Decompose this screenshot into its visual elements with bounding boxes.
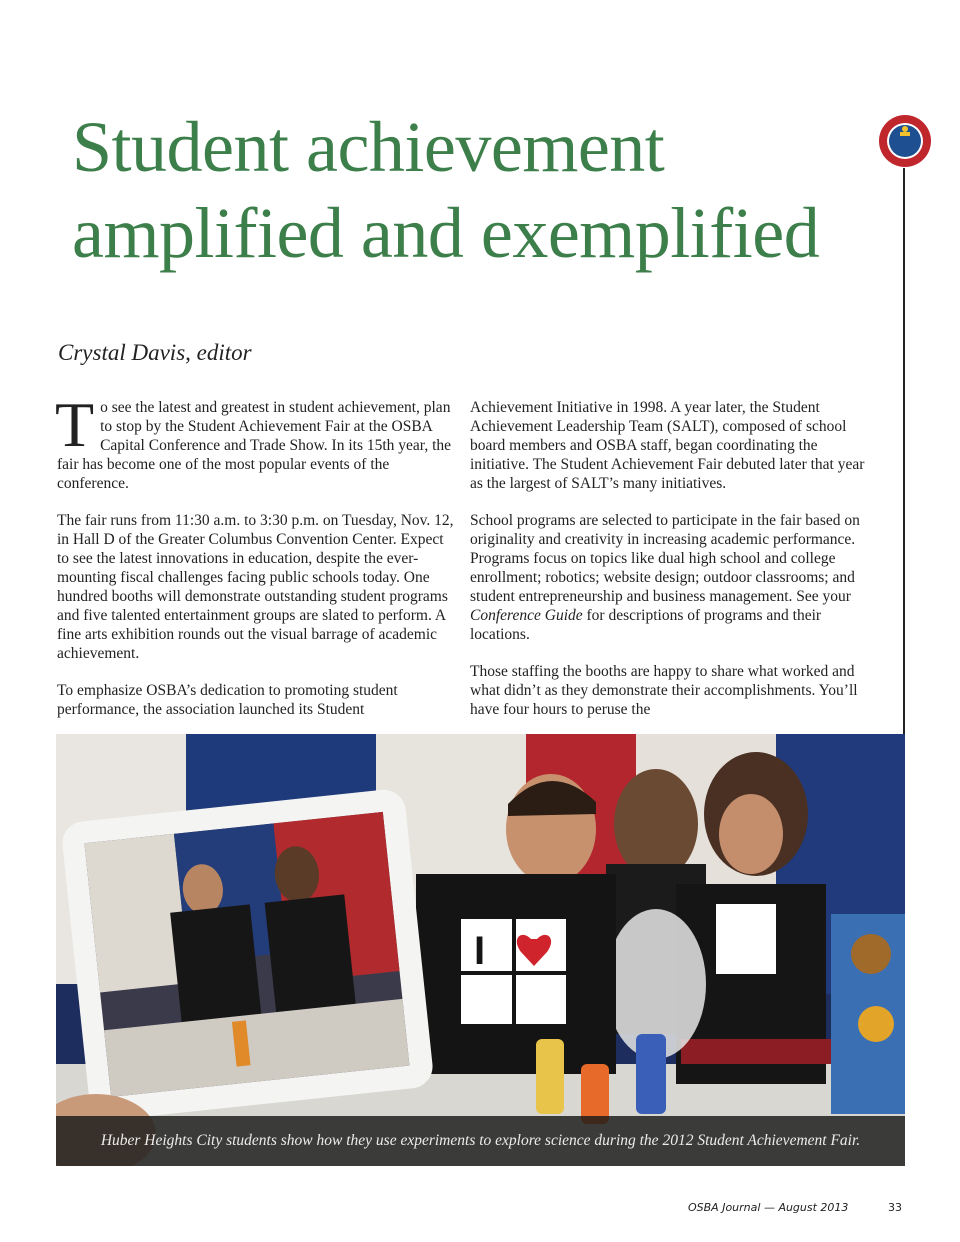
- page-number: 33: [888, 1201, 902, 1214]
- article-title: [72, 104, 819, 276]
- drop-cap: T: [55, 389, 95, 460]
- paragraph-text: o see the latest and greatest in student achievement, plan to stop by the Student Achievement Fair at the OSBA Capital Conference and Trade Show. In its 15th year, the fair has become one of the most popular events of the conference.: [57, 399, 452, 492]
- paragraph: [470, 511, 878, 644]
- title-line-1: Student achievement: [72, 107, 665, 187]
- title-line-2: amplified and exemplified: [72, 193, 820, 273]
- paragraph: Achievement Initiative in 1998. A year later, the Student Achievement Leadership Team (SALT), composed of school board members and OSBA staff, began coordinating the initiative. The Student Achievement Fair debuted later that year as the largest of SALT’s many initiatives.: [470, 399, 865, 492]
- paragraph-text: School programs are selected to participate in the fair based on originality and creativity in increasing academic performance. Programs focus on topics like dual high school and college enrollment; robotics; website design; outdoor classrooms; and student entrepreneurship and business management. See your: [470, 512, 860, 605]
- paragraph: [55, 389, 457, 493]
- column-right: [470, 398, 878, 737]
- paragraph: To emphasize OSBA’s dedication to promoting student performance, the association launched its Student: [57, 682, 398, 718]
- osba-logo: [878, 114, 932, 168]
- paragraph: Those staffing the booths are happy to share what worked and what didn’t as they demonstrate their accomplishments. You’ll have four hours to peruse the: [470, 663, 858, 718]
- article-photo: [56, 734, 905, 1166]
- column-left: [55, 389, 457, 737]
- shirt-letter: I: [474, 929, 486, 973]
- paragraph-text: for descriptions of programs and their locations.: [470, 607, 822, 643]
- photo-caption: Huber Heights City students show how they use experiments to explore science during the 2012 Student Achievement Fair.: [56, 1116, 905, 1166]
- journal-footer: OSBA Journal — August 2013: [688, 1201, 849, 1214]
- byline: Crystal Davis, editor: [58, 340, 252, 365]
- paragraph: The fair runs from 11:30 a.m. to 3:30 p.m. on Tuesday, Nov. 12, in Hall D of the Greater Columbus Convention Center. Expect to see the latest innovations in education, despite the ever-mounting fiscal challenges facing public schools today. One hundred booths will demonstrate outstanding student programs and five talented entertainment groups are slated to perform. A fine arts exhibition rounds out the visual barrage of academic achievement.: [57, 512, 454, 662]
- conference-guide-title: Conference Guide: [470, 607, 583, 624]
